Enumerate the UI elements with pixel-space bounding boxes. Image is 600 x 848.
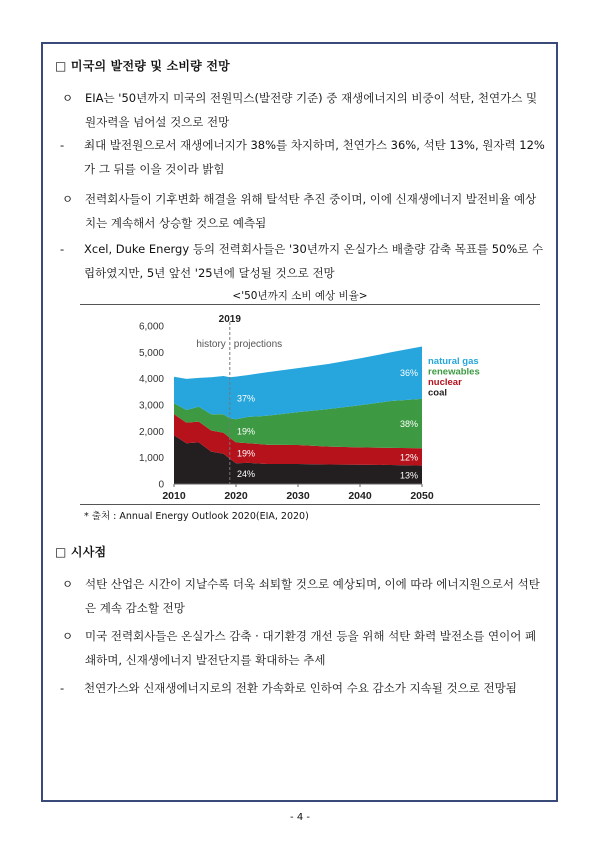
page-number: - 4 - — [290, 812, 310, 823]
dash-marker: - — [60, 242, 65, 256]
bullet-marker: ㅇ — [62, 192, 74, 206]
y-tick-label: 2,000 — [138, 426, 164, 438]
bullet-text: 석탄 산업은 시간이 지날수록 더욱 쇠퇴할 것으로 예상되며, 이에 따라 에너지원으로서 석탄은 계속 감소할 전망 — [85, 577, 540, 615]
bullet-marker: ㅇ — [62, 91, 74, 105]
share-annotation: 37% — [237, 393, 256, 404]
bullet-text: 전력회사들이 기후변화 해결을 위해 탈석탄 추진 중이며, 이에 신재생에너지 발전비율 예상치는 계속해서 상승할 것으로 예측됨 — [85, 192, 537, 230]
x-tick-label: 2040 — [348, 490, 372, 502]
bullet-marker: ㅇ — [62, 629, 74, 643]
y-tick-label: 0 — [158, 479, 164, 491]
dash-item-demand-decline — [60, 676, 546, 700]
share-annotation: 19% — [237, 426, 256, 437]
figure-top-rule — [80, 304, 540, 305]
y-tick-label: 5,000 — [138, 347, 164, 359]
bullet-marker: ㅇ — [62, 577, 74, 591]
share-annotation: 36% — [399, 368, 418, 379]
dash-item-xcel-duke — [60, 237, 546, 285]
x-tick-label: 2050 — [410, 490, 434, 502]
divider-year-label: 2019 — [218, 314, 241, 325]
history-label: history — [196, 339, 226, 350]
energy-mix-chart — [120, 312, 510, 502]
y-tick-label: 4,000 — [138, 374, 164, 386]
legend-nuclear: nuclear — [428, 377, 462, 388]
dash-marker: - — [60, 138, 65, 152]
x-tick-label: 2010 — [162, 490, 186, 502]
legend-renewables: renewables — [428, 366, 480, 378]
bullet-eia-outlook — [62, 86, 546, 134]
dash-text: Xcel, Duke Energy 등의 전력회사들은 '30년까지 온실가스 배출량 감축 목표를 50%로 수립하였지만, 5년 앞선 '25년에 달성될 것으로 전망 — [84, 242, 544, 280]
bullet-plant-closures — [62, 624, 546, 672]
x-tick-label: 2030 — [286, 490, 310, 502]
dash-marker: - — [60, 681, 65, 695]
legend-natural-gas: natural gas — [428, 356, 479, 367]
figure-bottom-rule — [80, 504, 540, 505]
section-title-implications: □ 시사점 — [55, 545, 107, 559]
bullet-text: 미국 전력회사들은 온실가스 감축 · 대기환경 개선 등을 위해 석탄 화력 발전소를 연이어 폐쇄하며, 신재생에너지 발전단지를 확대하는 추세 — [85, 629, 537, 667]
x-tick-label: 2020 — [224, 490, 248, 502]
share-annotation: 24% — [237, 469, 256, 480]
dash-text: 최대 발전원으로서 재생에너지가 38%를 차지하며, 천연가스 36%, 석탄 13%, 원자력 12%가 그 뒤를 이을 것이라 밝힘 — [84, 138, 545, 176]
section-title-outlook: □ 미국의 발전량 및 소비량 전망 — [55, 59, 230, 73]
figure-caption: <'50년까지 소비 예상 비율> — [232, 290, 368, 302]
share-annotation: 12% — [399, 452, 418, 463]
bullet-utilities-coal-phaseout — [62, 187, 546, 235]
dash-text: 천연가스와 신재생에너지로의 전환 가속화로 인하여 수요 감소가 지속될 것으로 전망됨 — [84, 681, 517, 695]
share-annotation: 19% — [237, 448, 256, 459]
y-tick-label: 6,000 — [138, 321, 164, 333]
y-tick-label: 3,000 — [138, 400, 164, 412]
bullet-coal-decline — [62, 572, 546, 620]
projections-label: projections — [233, 339, 283, 350]
figure-source: * 출처 : Annual Energy Outlook 2020(EIA, 2020) — [84, 511, 309, 522]
share-annotation: 13% — [399, 470, 418, 481]
share-annotation: 38% — [399, 419, 418, 430]
dash-item-shares — [60, 133, 546, 181]
bullet-text: EIA는 '50년까지 미국의 전원믹스(발전량 기준) 중 재생에너지의 비중이 석탄, 천연가스 및 원자력을 넘어설 것으로 전망 — [85, 91, 538, 129]
legend-coal: coal — [428, 387, 448, 399]
y-tick-label: 1,000 — [138, 453, 164, 465]
